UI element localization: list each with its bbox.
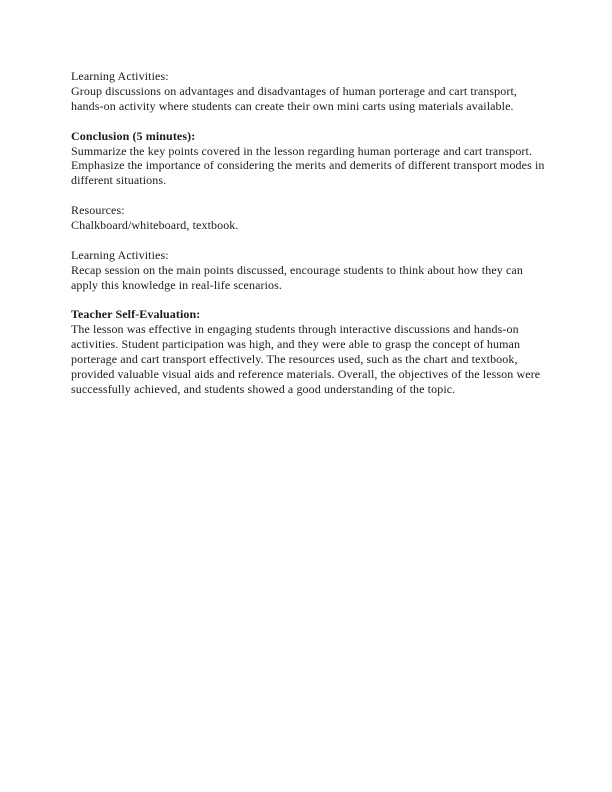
text-line: Recap session on the main points discussed, encourage students to think about how they can <box>71 262 523 277</box>
text-line: Summarize the key points covered in the lesson regarding human porterage and cart transport. <box>71 143 533 158</box>
section-heading: Learning Activities: <box>71 247 169 262</box>
section-teacher-self-evaluation <box>71 307 541 396</box>
section-heading: Teacher Self-Evaluation: <box>71 307 201 322</box>
section-conclusion <box>71 128 545 189</box>
text-line: Emphasize the importance of considering the merits and demerits of different transport modes in <box>71 158 545 173</box>
page-content <box>71 69 545 412</box>
section-learning-activities <box>71 69 541 114</box>
text-line: Group discussions on advantages and disadvantages of human porterage and cart transport, <box>71 83 518 98</box>
section-heading: Learning Activities: <box>71 69 169 83</box>
text-line: hands-on activity where students can create their own mini carts using materials available. <box>71 98 514 113</box>
section-learning-activities-2 <box>71 248 541 293</box>
text-line: provided valuable visual aids and reference materials. Overall, the objectives of the lesson were <box>71 367 541 382</box>
text-line: different situations. <box>71 173 167 188</box>
section-heading: Conclusion (5 minutes): <box>71 128 196 143</box>
text-line: apply this knowledge in real-life scenarios. <box>71 277 283 292</box>
text-line: activities. Student participation was high, and they were able to grasp the concept of human <box>71 337 521 352</box>
text-line: porterage and cart transport effectively. The resources used, such as the chart and textbook, <box>71 352 518 367</box>
section-resources <box>71 203 541 233</box>
text-line: The lesson was effective in engaging students through interactive discussions and hands-on <box>71 322 519 337</box>
text-line: successfully achieved, and students showed a good understanding of the topic. <box>71 381 456 396</box>
text-line: Chalkboard/whiteboard, textbook. <box>71 218 239 233</box>
section-heading: Resources: <box>71 203 125 218</box>
